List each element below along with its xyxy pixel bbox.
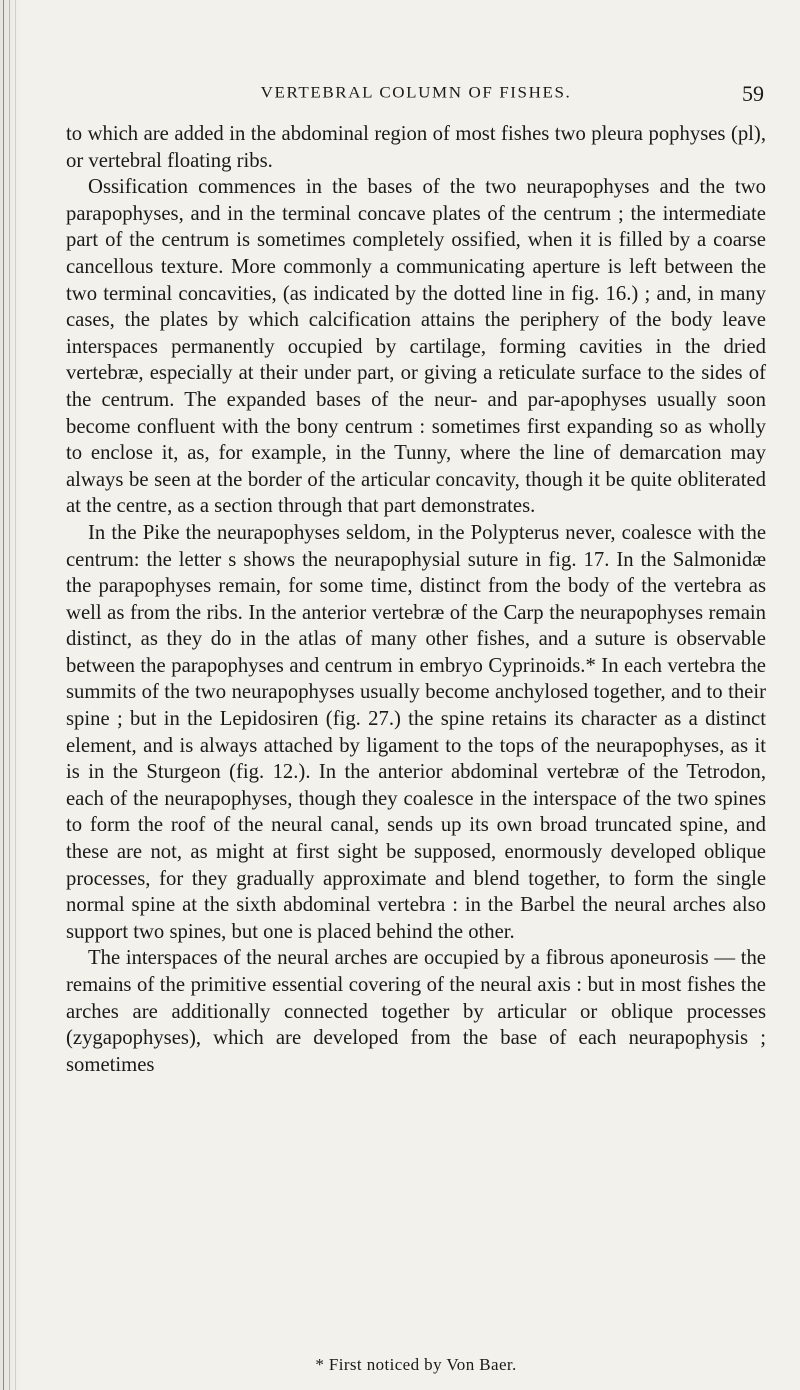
paragraph: In the Pike the neurapophyses seldom, in the Polypterus never, coalesce with the centrum: the letter s shows the neurapophysial suture in fig. 17. In the Salmonidæ the parapophyses remain, for some time, distinct from the body of the vertebra as well as from the ribs. In the anterior vertebræ of the Carp the neurapophyses remain distinct, as they do in the atlas of many other fishes, and a suture is observable between the parapophyses and centrum in embryo Cyprinoids.* In each vertebra the summits of the two neurapophyses usually become anchylosed together, and to their spine ; but in the Lepidosiren (fig. 27.) the spine retains its character as a distinct element, and is always attached by ligament to the tops of the neurapophyses, as it is in the Sturgeon (fig. 12.). In the anterior abdominal vertebræ of the Tetrodon, each of the neurapophyses, though they coalesce in the interspace of the two spines to form the roof of the neural canal, sends up its own broad truncated spine, and these are not, as might at first sight be supposed, enormously developed oblique processes, for they gradually approximate and blend together, to form the single normal spine at the sixth abdominal vertebra : in the Barbel the neural arches also support two spines, but one is placed behind the other. bbox=[66, 521, 766, 943]
page-number: 59 bbox=[742, 81, 764, 106]
page-header bbox=[66, 83, 766, 107]
binding-line bbox=[3, 0, 4, 1390]
footnote: * First noticed by Von Baer. bbox=[315, 1355, 517, 1374]
paragraph: The interspaces of the neural arches are occupied by a fibrous aponeurosis — the remains of the primitive essential covering of the neural axis : but in most fishes the arches are additionally connected together by articular or oblique processes (zygapophyses), which are developed from the base of each neurapophysis ; sometimes bbox=[66, 947, 766, 1076]
body-text bbox=[66, 121, 766, 1078]
paragraph: Ossification commences in the bases of the two neurapophyses and the two parapophyses, and in the terminal concave plates of the centrum ; the intermediate part of the centrum is sometimes completely ossified, when it is filled by a coarse cancellous texture. More commonly a communicating aperture is left between the two terminal concavities, (as indicated by the dotted line in fig. 16.) ; and, in many cases, the plates by which calcification attains the periphery of the body leave interspaces permanently occupied by cartilage, forming cavities in the dried vertebræ, especially at their under part, or giving a reticulate surface to the sides of the centrum. The expanded bases of the neur- and par-apophyses usually soon become confluent with the bony centrum : sometimes first expanding so as wholly to enclose it, as, for example, in the Tunny, where the line of demarcation may always be seen at the border of the articular concavity, though it be quite obliterated at the centre, as a section through that part demonstrates. bbox=[66, 176, 766, 518]
running-head: VERTEBRAL COLUMN OF FISHES. bbox=[260, 83, 572, 102]
binding-line bbox=[9, 0, 10, 1390]
paragraph: to which are added in the abdominal region of most fishes two pleura pophyses (pl), or vertebral floating ribs. bbox=[66, 123, 766, 172]
binding-line bbox=[15, 0, 16, 1390]
page-binding-edge bbox=[0, 0, 22, 1390]
